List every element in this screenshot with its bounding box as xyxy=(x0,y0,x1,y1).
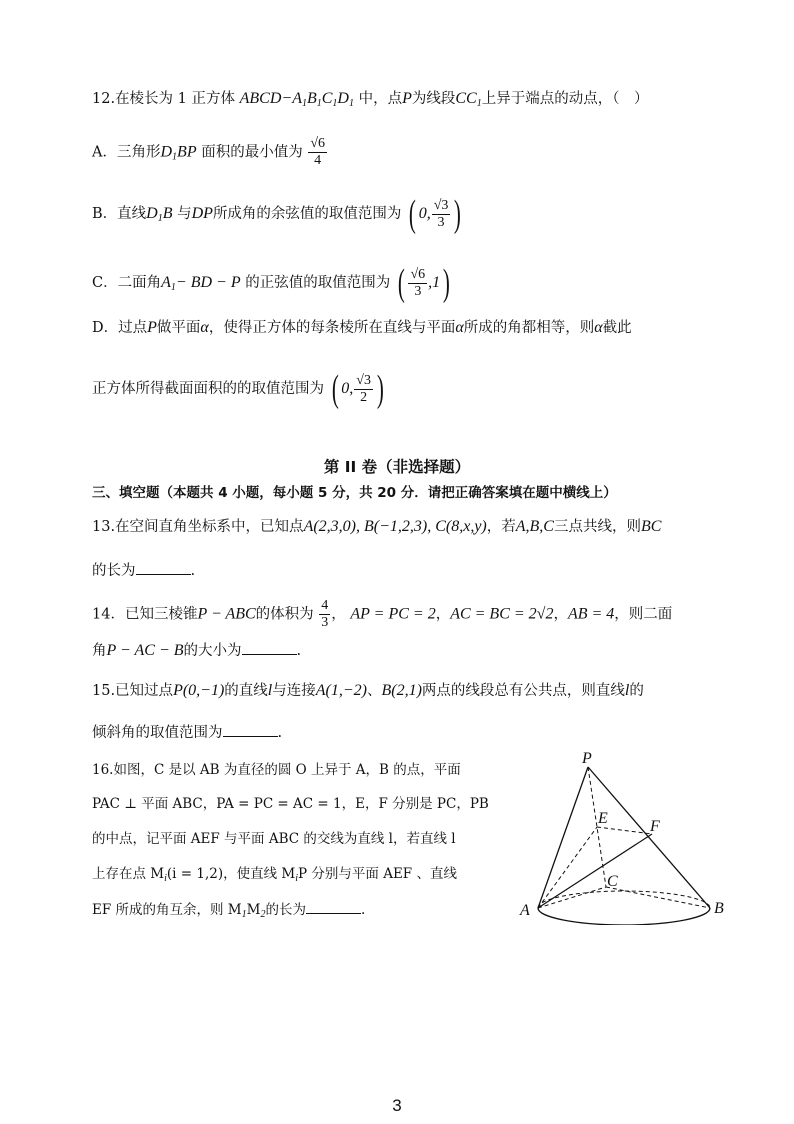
q12-option-a: A．三角形$D_1BP$ 面积的最小值为 $\frac{√6}{4}$ xyxy=(92,136,325,168)
base-ellipse-back xyxy=(538,891,710,908)
q12-option-b: B．直线$D_1B$ 与DP所成角的余弦值的取值范围为 ( 0, $\frac{√3}{3}$ ) xyxy=(92,193,462,235)
q16-line2: PAC ⊥ 平面 ABC，PA = PC = AC = 1，E，F 分别是 PC，PB xyxy=(92,796,489,812)
q15-line2: 倾斜角的取值范围为 . xyxy=(92,722,282,743)
label-c: C xyxy=(607,873,618,890)
q14-line2: 角P − AC − B的大小为 . xyxy=(92,642,302,659)
q13-line1: 13.在空间直角坐标系中，已知点A(2,3,0), B(−1,2,3), C(8,x,y)，若A,B,C三点共线，则BC xyxy=(92,518,662,535)
q12-stem: 12.在棱长为 1 正方体 $ABCD-A_1B_1C_1D_1$ 中，点P为线段$CC_1$上异于端点的动点，（ ） xyxy=(92,90,649,109)
fraction: $\frac{4}{3}$ xyxy=(321,598,329,630)
edge-ac xyxy=(538,887,606,908)
edge-ae xyxy=(538,827,597,908)
answer-blank[interactable] xyxy=(136,560,191,575)
section-title: 三、填空题（本题共 4 小题，每小题 5 分，共 20 分．请把正确答案填在题中横线上） xyxy=(92,485,617,501)
q12-option-d-line2: 正方体所得截面面积的的取值范围为 ( 0, $\frac{√3}{2}$ ) xyxy=(92,368,384,410)
fraction: $\frac{√6}{4}$ xyxy=(310,136,325,168)
q16-figure xyxy=(510,745,740,925)
q14-line1: 14．已知三棱锥P − ABC的体积为 $\frac{4}{3}$ ， AP = PC = 2，AC = BC = 2√2，AB = 4，则二面 xyxy=(92,598,673,630)
label-a: A xyxy=(520,902,530,919)
label-p: P xyxy=(582,750,592,767)
q16-line5: EF 所成的角互余，则 $M_1M_2$的长为 . xyxy=(92,899,365,925)
q16-line3: 的中点，记平面 AEF 与平面 ABC 的交线为直线 l，若直线 l xyxy=(92,831,456,847)
page-number: 3 xyxy=(392,1096,402,1115)
base-ellipse-front xyxy=(538,908,710,925)
q13-line2: 的长为 . xyxy=(92,560,195,581)
part-title: 第 II 卷（非选择题） xyxy=(323,458,471,476)
label-f: F xyxy=(650,818,660,835)
q16-line1: 16.如图，C 是以 AB 为直径的圆 O 上异于 A，B 的点，平面 xyxy=(92,762,461,778)
label-b: B xyxy=(714,900,724,917)
q15-line1: 15.已知过点P(0,−1)的直线l与连接A(1,−2)、B(2,1)两点的线段总有公共点，则直线l的 xyxy=(92,682,644,699)
edge-pa xyxy=(538,767,588,908)
answer-blank[interactable] xyxy=(223,722,278,737)
fraction: $\frac{√3}{2}$ xyxy=(356,372,371,405)
edge-af xyxy=(538,834,652,908)
answer-blank[interactable] xyxy=(306,899,361,914)
answer-blank[interactable] xyxy=(242,640,297,655)
fraction: $\frac{√6}{3}$ xyxy=(410,266,426,299)
fraction: $\frac{√3}{3}$ xyxy=(433,197,449,230)
label-e: E xyxy=(598,810,608,827)
q12-option-d-line1: D．过点P做平面α，使得正方体的每条棱所在直线与平面α所成的角都相等，则α截此 xyxy=(92,319,632,336)
q16-line4: 上存在点 $M_i(i = 1,2)$，使直线 $M_iP$ 分别与平面 AEF 、直线 xyxy=(92,866,457,884)
q12-option-c: C．二面角$A_1-$ BD − P 的正弦值的取值范围为 ( $\frac{√6}{3}$ ,1) xyxy=(92,262,450,304)
